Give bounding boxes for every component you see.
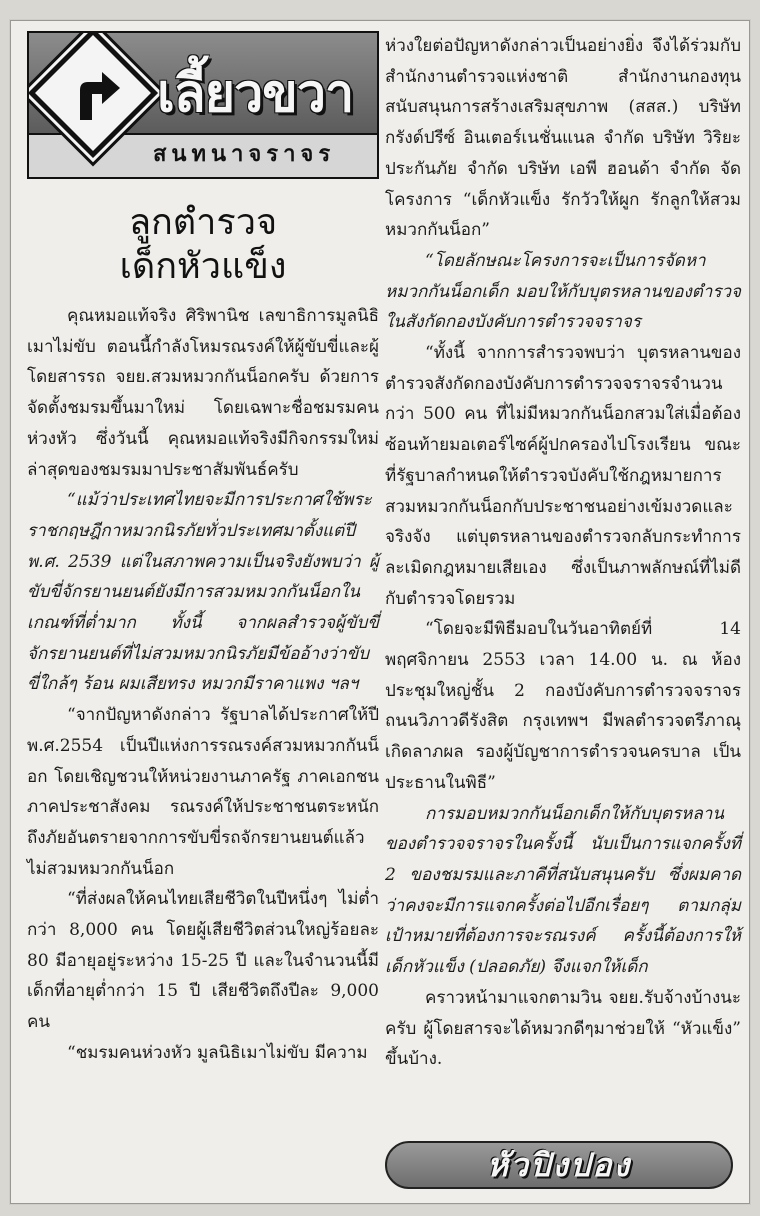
paragraph: “ชมรมคนห่วงหัว มูลนิธิเมาไม่ขับ มีความ [67,1042,368,1063]
right-column [385,31,741,1075]
paragraph: คราวหน้ามาแจกตามวิน จยย.รับจ้างบ้างนะครับ ผู้โดยสารจะได้หมวกดีๆมาช่วยให้ “หัวแข็ง” ขึ้นบ้าง. [385,987,741,1070]
author-signature-box [385,1141,733,1189]
logo-subtitle: สนทนาจราจร [153,142,336,167]
paragraph: “แม้ว่าประเทศไทยจะมีการประกาศใช้พระราชกฤษฎีกาหมวกนิรภัยทั่วประเทศมาตั้งแต่ปี พ.ศ. 2539 แต่ในสภาพความเป็นจริงยังพบว่า ผู้ขับขี่จักรยานยนต์ยังมีการสวมหมวกกันน็อกในเกณฑ์ที่ต่ำมาก ทั้งนี้ จากผลสำรวจผู้ขับขี่จักรยานยนต์ที่ไม่สวมหมวกนิรภัยมีข้ออ้างว่าขับขี่ใกล้ๆ ร้อน ผมเสียทรง หมวกมีราคาแพง ฯลฯ [27,490,379,695]
headline-line-1: ลูกตำรวจ [128,202,278,243]
paragraph: “ที่ส่งผลให้คนไทยเสียชีวิตในปีหนึ่งๆ ไม่ต่ำกว่า 8,000 คน โดยผู้เสียชีวิตส่วนใหญ่ร้อยละ 80 มีอายุอยู่ระหว่าง 15-25 ปี และในจำนวนนี้มีเด็กที่อายุต่ำกว่า 15 ปี เสียชีวิตถึงปีละ 9,000 คน [27,889,379,1033]
paragraph: คุณหมอแท้จริง ศิริพานิช เลขาธิการมูลนิธิเมาไม่ขับ ตอนนี้กำลังโหมรณรงค์ให้ผู้ขับขี่และผู้โดยสารรถ จยย.สวมหมวกกันน็อกครับ ด้วยการจัดตั้งชมรมขึ้นมาใหม่ โดยเฉพาะชื่อชมรมคนห่วงหัว ซึ่งวันนี้ คุณหมอแท้จริงมีกิจกรรมใหม่ล่าสุดของชมรมมาประชาสัมพันธ์ครับ [27,306,379,480]
headline-line-2: เด็กหัวแข็ง [119,246,287,287]
newspaper-clipping [10,20,750,1204]
column-logo [27,31,379,179]
paragraph: “โดยจะมีพิธีมอบในวันอาทิตย์ที่ 14 พฤศจิกายน 2553 เวลา 14.00 น. ณ ห้องประชุมใหญ่ชั้น 2 กองบังคับการตำรวจจราจร ถนนวิภาวดีรังสิต กรุงเทพฯ มีพลตำรวจตรีภาณุ เกิดลาภผล รองผู้บัญชาการตำรวจนครบาล เป็นประธานในพิธี” [385,619,741,793]
logo-title: เลี้ยวขวา [157,64,354,124]
paragraph: ห่วงใยต่อปัญหาดังกล่าวเป็นอย่างยิ่ง จึงได้ร่วมกับ สำนักงานตำรวจแห่งชาติ สำนักงานกองทุนสนับสนุนการสร้างเสริมสุขภาพ (สสส.) บริษัท กรังด์ปรีซ์ อินเตอร์เนชั่นแนล จำกัด บริษัท วิริยะประกันภัย จำกัด บริษัท เอพี ฮอนด้า จำกัด จัดโครงการ “เด็กหัวแข็ง รักวัวให้ผูก รักลูกให้สวมหมวกกันน็อก” [385,36,741,241]
paragraph: “จากปัญหาดังกล่าว รัฐบาลได้ประกาศให้ปี พ.ศ.2554 เป็นปีแห่งการรณรงค์สวมหมวกกันน็อก โดยเชิญชวนให้หน่วยงานภาครัฐ ภาคเอกชน ภาคประชาสังคม รณรงค์ให้ประชาชนตระหนักถึงภัยอันตรายจากการขับขี่รถจักรยานยนต์แล้วไม่สวมหมวกกันน็อก [27,705,379,879]
author-signature: หัวปิงปอง [486,1145,632,1184]
paragraph: “ทั้งนี้ จากการสำรวจพบว่า บุตรหลานของตำรวจสังกัดกองบังคับการตำรวจจราจรจำนวนกว่า 500 คน ที่ไม่มีหมวกกันน็อกสวมใส่เมื่อต้องซ้อนท้ายมอเตอร์ไซค์ผู้ปกครองไปโรงเรียน ขณะที่รัฐบาลกำหนดให้ตำรวจบังคับใช้กฎหมายการสวมหมวกกันน็อกกับประชาชนอย่างเข้มงวดและจริงจัง แต่บุตรหลานของตำรวจกลับกระทำการละเมิดกฎหมายเสียเอง ซึ่งเป็นภาพลักษณ์ที่ไม่ดีกับตำรวจโดยรวม [385,343,741,609]
left-column [27,31,379,1069]
paragraph: “โดยลักษณะโครงการจะเป็นการจัดหาหมวกกันน็อกเด็ก มอบให้กับบุตรหลานของตำรวจในสังกัดกองบังคับการตำรวจจราจร [385,250,741,333]
paragraph: การมอบหมวกกันน็อกเด็กให้กับบุตรหลานของตำรวจจราจรในครั้งนี้ นับเป็นการแจกครั้งที่ 2 ของชมรมและภาคีที่สนับสนุนครับ ซึ่งผมคาดว่าคงจะมีการแจกครั้งต่อไปอีกเรื่อยๆ ตามกลุ่มเป้าหมายที่ต้องการจะรณรงค์ ครั้งนี้ต้องการให้เด็กหัวแข็ง (ปลอดภัย) จึงแจกให้เด็ก [385,803,741,978]
article-headline [27,201,379,289]
turn-right-arrow-icon [60,60,126,126]
